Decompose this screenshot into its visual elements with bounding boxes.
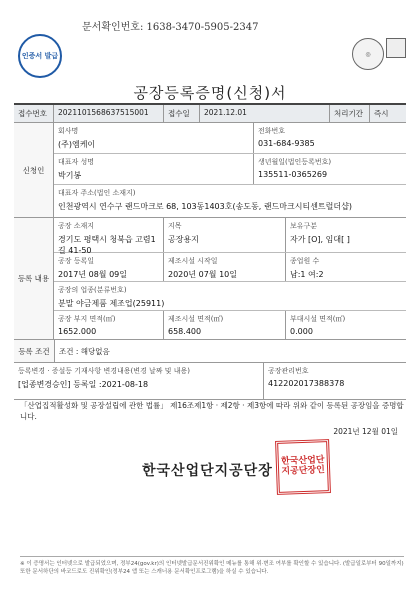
applicant-side-label: 신청인 [14, 123, 54, 217]
official-seal-icon: 한국산업단지공단장인 [275, 439, 331, 495]
facility-area-label: 제조시설 면적(㎡) [168, 315, 224, 323]
receipt-label: 접수번호 [14, 105, 54, 122]
address-label: 대표자 주소(법인 소재지) [58, 189, 136, 197]
start-date-value: 2020년 07월 10일 [168, 270, 237, 279]
aux-area-label: 부대시설 면적(㎡) [290, 315, 346, 323]
site-area-label: 공장 부지 면적(㎡) [58, 315, 116, 323]
registration-section [14, 218, 406, 340]
birth-value: 135511-0365269 [258, 170, 328, 179]
location-value: 경기도 평택시 청북읍 고렴1길 41-50 [58, 235, 156, 255]
document-number: 문서확인번호: 1638-3470-5905-2347 [82, 22, 259, 33]
gov-emblem-icon: ◎ [352, 38, 384, 70]
process-label: 처리기간 [330, 105, 370, 122]
start-date-label: 제조시설 시작일 [168, 257, 218, 265]
receipt-date-label: 접수일 [164, 105, 200, 122]
receipt-row [14, 105, 406, 123]
change-value: [업종변경승인] 등록일 :2021-08-18 [18, 380, 149, 389]
condition-side-label: 등록 조건 [14, 340, 55, 362]
condition-value: 조건 : 해당없음 [59, 347, 110, 356]
phone-label: 전화번호 [258, 127, 286, 135]
phone-value: 031-684-9385 [258, 139, 315, 148]
site-area-value: 1652.000 [58, 327, 97, 336]
industry-label: 공장의 업종(분류번호) [58, 286, 127, 294]
birth-label: 생년월일(법인등록번호) [258, 158, 332, 166]
qr-code-icon [386, 38, 406, 58]
register-date-label: 공장 등록일 [58, 257, 95, 265]
employees-label: 종업원 수 [290, 257, 320, 265]
registration-side-label: 등록 내용 [14, 218, 54, 339]
condition-section [14, 340, 406, 363]
register-date-value: 2017년 08월 09일 [58, 270, 127, 279]
certification-seal-icon: 인증서 발급 [18, 34, 62, 78]
footnote: ※ 이 증명서는 인터넷으로 발급되었으며, 정부24(gov.kr)의 인터넷발급문서진위확인 메뉴를 통해 위·변조 여부를 확인할 수 있습니다. (발급일로부터 90일까지) 또한 문서하단의 바코드로도 진위확인(정부24 앱 또는 스캐너용 문서확인프로그램)을 하실 수 있습니다. [20, 556, 404, 576]
facility-area-value: 658.400 [168, 327, 202, 336]
certification-text: 「산업집적활성화 및 공장설립에 관한 법률」 제16조제1항 · 제2항 · 제3항에 따라 위와 같이 등록된 공장임을 증명합니다. [20, 401, 404, 422]
process-value: 즉시 [374, 109, 389, 118]
issue-date: 2021년 12월 01일 [333, 427, 398, 436]
form-table [14, 103, 406, 400]
applicant-section [14, 123, 406, 218]
company-label: 회사명 [58, 127, 79, 135]
address-value: 인천광역시 연수구 랜드마크로 68, 103동1403호(송도동, 랜드마크시티센트럴더샵) [58, 202, 352, 211]
rep-value: 박기봉 [58, 171, 82, 180]
management-label: 공장관리번호 [268, 367, 309, 375]
receipt-number: 20211015686375150​01 [54, 105, 164, 122]
management-value: 412202017388378 [268, 379, 345, 388]
rep-label: 대표자 성명 [58, 158, 95, 166]
change-row [14, 363, 406, 400]
aux-area-value: 0.000 [290, 327, 313, 336]
employees-value: 남:1 여:2 [290, 270, 324, 279]
ownership-value: 자가 [O], 임대[ ] [290, 235, 350, 244]
land-value: 공장용지 [168, 235, 199, 244]
industry-value: 분말 야금제품 제조업(25911) [58, 299, 165, 308]
issuer-name: 한국산업단지공단장 [142, 463, 273, 479]
document-title: 공장등록증명(신청)서 [133, 84, 287, 102]
location-label: 공장 소재지 [58, 222, 95, 230]
ownership-label: 보유구분 [290, 222, 318, 230]
land-label: 지목 [168, 222, 182, 230]
company-value: (주)엠케이 [58, 140, 96, 149]
document-page [14, 8, 406, 583]
change-label: 등록변경 · 증설등 기재사항 변경내용(변경 날짜 및 내용) [18, 367, 191, 375]
receipt-date: 2021.12.01 [200, 105, 330, 122]
